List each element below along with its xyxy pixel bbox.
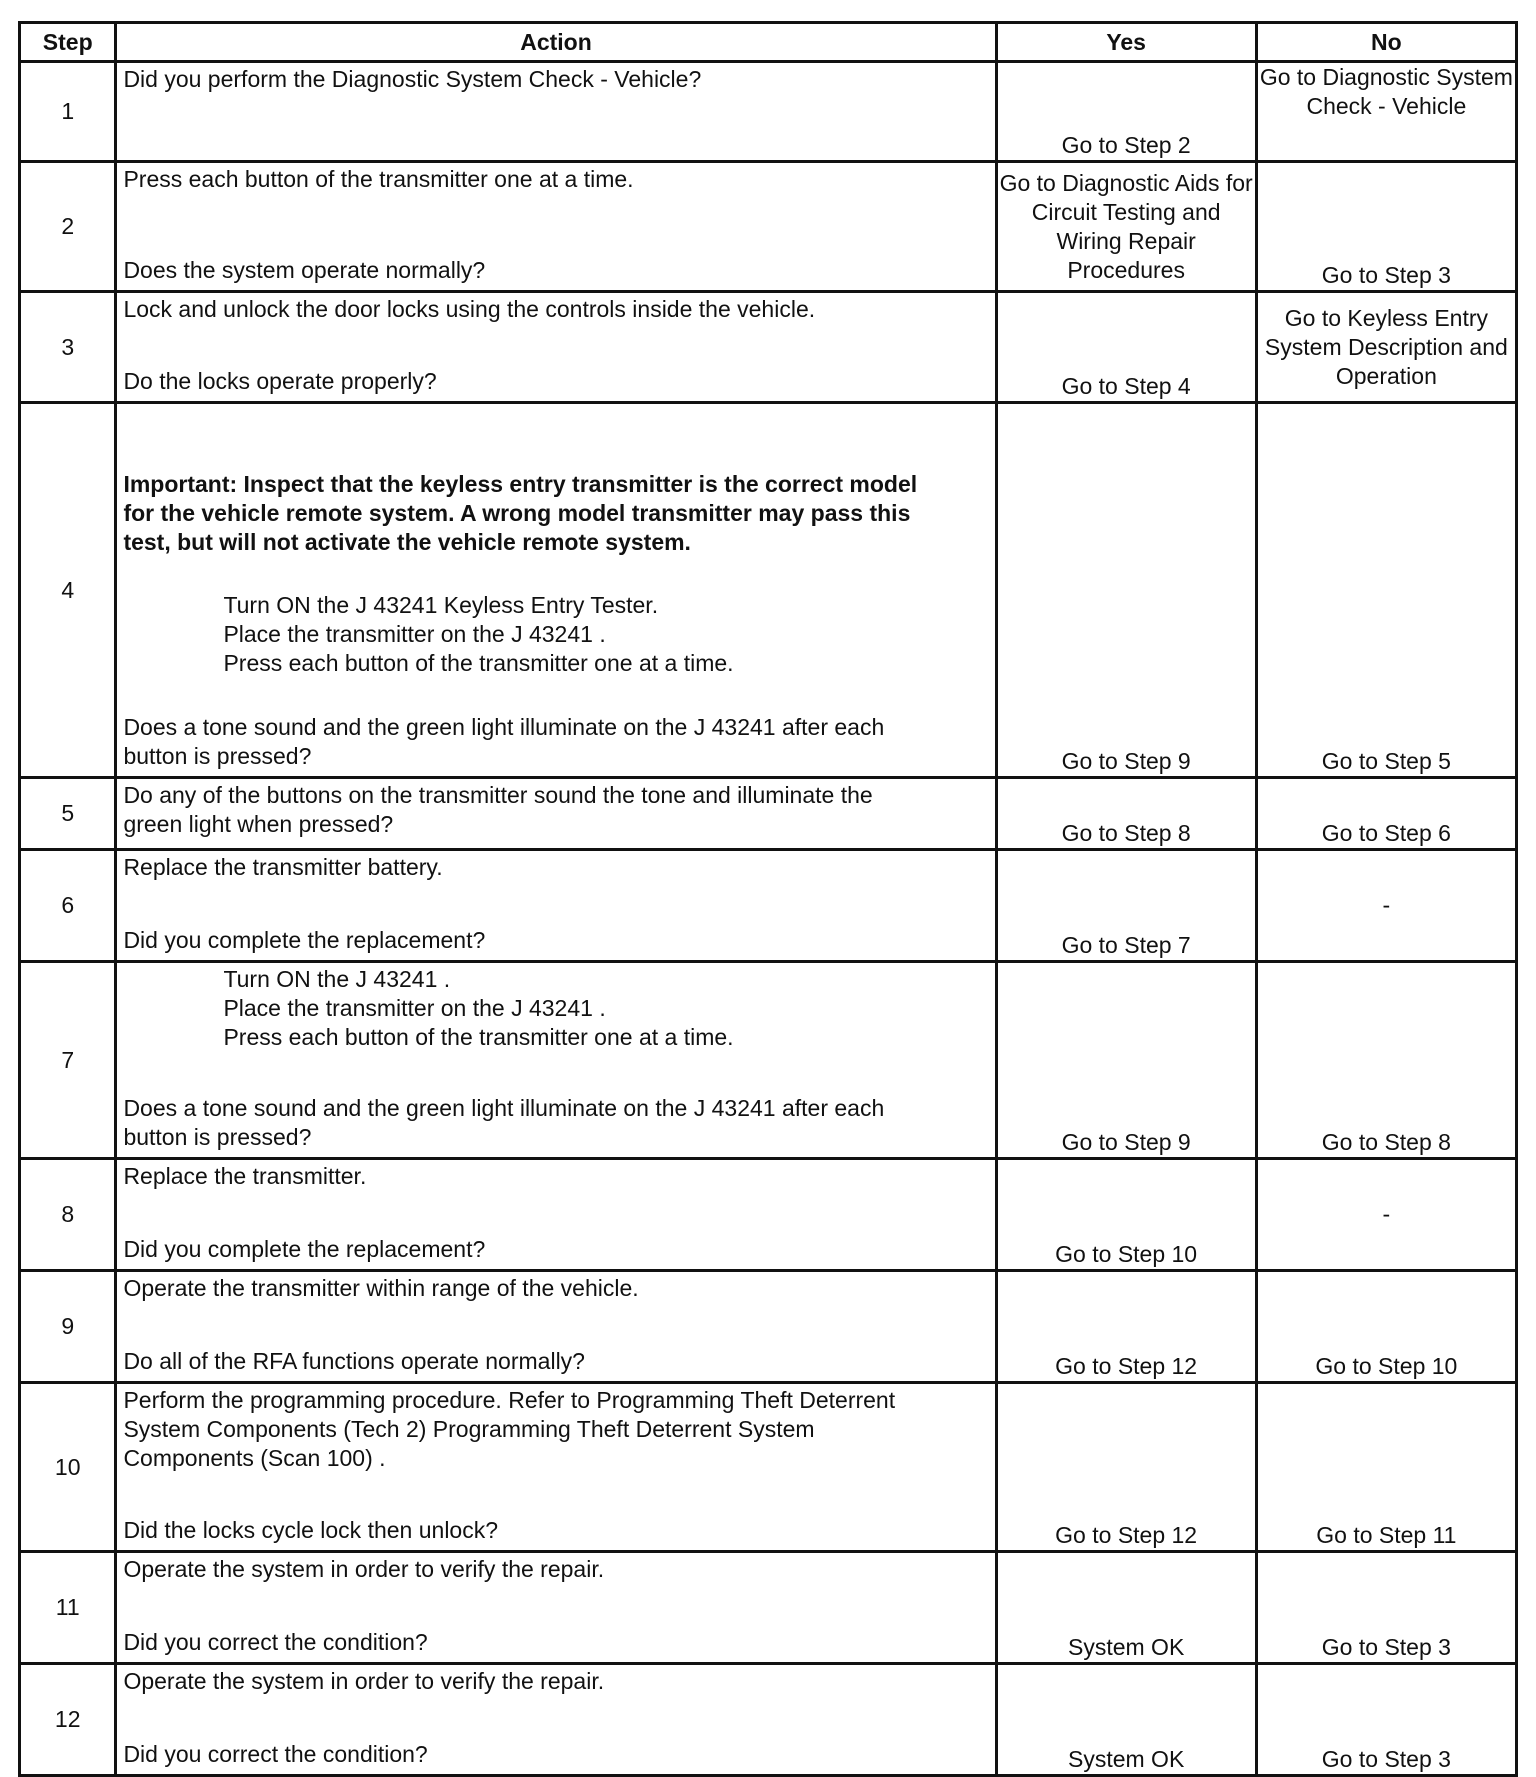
no-text: Go to Step 8 bbox=[1321, 1129, 1451, 1155]
action-line: Did you complete the replacement? bbox=[123, 927, 486, 953]
action-text-group bbox=[123, 1162, 986, 1191]
yes-result bbox=[996, 403, 1256, 778]
action-line: Did you correct the condition? bbox=[123, 1741, 428, 1767]
no-text: Go to Step 11 bbox=[1316, 1522, 1457, 1548]
no-text: Go to Step 5 bbox=[1321, 748, 1451, 774]
no-result bbox=[1256, 850, 1516, 962]
action-cell bbox=[116, 962, 996, 1159]
action-cell bbox=[116, 1552, 996, 1664]
yes-result bbox=[996, 1383, 1256, 1552]
table-row bbox=[20, 1159, 1517, 1271]
action-cell bbox=[116, 403, 996, 778]
diagnostic-table bbox=[18, 21, 1518, 1777]
step-number: 2 bbox=[20, 162, 116, 292]
no-result bbox=[1256, 1159, 1516, 1271]
action-line: Operate the transmitter within range of the vehicle. bbox=[123, 1275, 639, 1301]
no-result bbox=[1256, 1664, 1516, 1776]
action-text-group bbox=[123, 1347, 986, 1376]
yes-text: System OK bbox=[1067, 1746, 1185, 1772]
action-line: Did you perform the Diagnostic System Check - Vehicle? bbox=[123, 66, 702, 92]
action-text-group bbox=[123, 1516, 986, 1545]
yes-result bbox=[996, 1664, 1256, 1776]
action-line: green light when pressed? bbox=[123, 811, 394, 837]
action-cell bbox=[116, 1383, 996, 1552]
step-number: 6 bbox=[20, 850, 116, 962]
action-line: Place the transmitter on the J 43241 . bbox=[223, 621, 606, 648]
no-result bbox=[1256, 292, 1516, 403]
table-row bbox=[20, 850, 1517, 962]
action-line: Press each button of the transmitter one at a time. bbox=[223, 650, 734, 677]
no-result bbox=[1256, 1552, 1516, 1664]
yes-text: Go to Step 2 bbox=[1061, 132, 1191, 158]
no-text: Go to Step 3 bbox=[1321, 1634, 1451, 1660]
procedure-steps bbox=[123, 591, 986, 678]
action-cell bbox=[116, 778, 996, 850]
action-text-group bbox=[123, 1235, 986, 1264]
yes-result bbox=[996, 850, 1256, 962]
yes-result bbox=[996, 1271, 1256, 1383]
yes-result bbox=[996, 962, 1256, 1159]
table-row bbox=[20, 778, 1517, 850]
action-content bbox=[117, 1384, 994, 1547]
action-text-group bbox=[123, 713, 986, 771]
table-row bbox=[20, 403, 1517, 778]
action-text-group bbox=[123, 1628, 986, 1657]
action-cell bbox=[116, 62, 996, 162]
no-result bbox=[1256, 1383, 1516, 1552]
action-line: Did the locks cycle lock then unlock? bbox=[123, 1517, 499, 1543]
action-line: Press each button of the transmitter one at a time. bbox=[223, 1024, 734, 1050]
action-line: Do all of the RFA functions operate normally? bbox=[123, 1348, 585, 1374]
header-yes: Yes bbox=[996, 23, 1256, 62]
action-text-group bbox=[123, 256, 986, 285]
action-line: Replace the transmitter. bbox=[123, 1163, 367, 1189]
table-row bbox=[20, 1552, 1517, 1664]
yes-result bbox=[996, 62, 1256, 162]
action-line: Important: Inspect that the keyless entry transmitter is the correct model bbox=[123, 470, 918, 497]
action-cell bbox=[116, 292, 996, 403]
yes-text: Go to Step 10 bbox=[1055, 1241, 1198, 1267]
step-number: 10 bbox=[20, 1383, 116, 1552]
action-content bbox=[117, 851, 994, 957]
action-text-group bbox=[123, 295, 986, 324]
action-line: Operate the system in order to verify the repair. bbox=[123, 1556, 605, 1582]
yes-text: Go to Step 9 bbox=[1061, 748, 1191, 774]
action-cell bbox=[116, 1159, 996, 1271]
action-line: for the vehicle remote system. A wrong model transmitter may pass this bbox=[123, 499, 911, 526]
yes-text: Go to Step 9 bbox=[1061, 1129, 1191, 1155]
action-line: Turn ON the J 43241 . bbox=[223, 966, 451, 992]
action-text-group bbox=[123, 1740, 986, 1769]
no-text: Go to Keyless Entry System Description and Operation bbox=[1264, 304, 1508, 389]
action-line: System Components (Tech 2) Programming Theft Deterrent System bbox=[123, 1416, 815, 1442]
table-row bbox=[20, 1664, 1517, 1776]
action-text-group bbox=[123, 367, 986, 396]
step-number: 7 bbox=[20, 962, 116, 1159]
no-result bbox=[1256, 62, 1516, 162]
action-text-group bbox=[123, 1386, 986, 1473]
no-result bbox=[1256, 403, 1516, 778]
action-cell bbox=[116, 1664, 996, 1776]
action-line: Components (Scan 100) . bbox=[123, 1445, 386, 1471]
action-content bbox=[117, 1272, 994, 1378]
header-row bbox=[20, 23, 1517, 62]
table-row bbox=[20, 62, 1517, 162]
action-line: Operate the system in order to verify the repair. bbox=[123, 1668, 605, 1694]
action-line: Press each button of the transmitter one at a time. bbox=[123, 166, 634, 192]
action-line: Lock and unlock the door locks using the controls inside the vehicle. bbox=[123, 296, 816, 322]
yes-text: System OK bbox=[1067, 1634, 1185, 1660]
step-number: 11 bbox=[20, 1552, 116, 1664]
action-line: Perform the programming procedure. Refer to Programming Theft Deterrent bbox=[123, 1387, 896, 1413]
yes-result bbox=[996, 292, 1256, 403]
action-content bbox=[117, 1553, 994, 1659]
action-text-group bbox=[123, 926, 986, 955]
action-cell bbox=[116, 850, 996, 962]
action-cell bbox=[116, 162, 996, 292]
no-text: - bbox=[1382, 1201, 1391, 1227]
action-line: Did you complete the replacement? bbox=[123, 1236, 486, 1262]
no-result bbox=[1256, 162, 1516, 292]
step-number: 12 bbox=[20, 1664, 116, 1776]
action-text-group bbox=[123, 1274, 986, 1303]
no-text: Go to Step 3 bbox=[1321, 262, 1451, 288]
action-line: Does the system operate normally? bbox=[123, 257, 486, 283]
action-line: Turn ON the J 43241 Keyless Entry Tester. bbox=[223, 592, 659, 619]
header-no: No bbox=[1256, 23, 1516, 62]
header-step: Step bbox=[20, 23, 116, 62]
yes-text: Go to Step 7 bbox=[1061, 932, 1191, 958]
no-result bbox=[1256, 962, 1516, 1159]
action-line: Did you correct the condition? bbox=[123, 1629, 428, 1655]
yes-result bbox=[996, 162, 1256, 292]
table-row bbox=[20, 1271, 1517, 1383]
action-line: Does a tone sound and the green light illuminate on the J 43241 after each bbox=[123, 713, 885, 740]
action-text-group bbox=[123, 853, 986, 882]
action-text-group bbox=[123, 165, 986, 194]
action-line: Do any of the buttons on the transmitter sound the tone and illuminate the bbox=[123, 782, 873, 808]
action-line: button is pressed? bbox=[123, 742, 312, 769]
table-row bbox=[20, 962, 1517, 1159]
yes-text: Go to Diagnostic Aids for Circuit Testing and Wiring Repair Procedures bbox=[999, 169, 1253, 283]
action-line: Place the transmitter on the J 43241 . bbox=[223, 995, 606, 1021]
no-text: Go to Step 3 bbox=[1321, 1746, 1451, 1772]
action-content bbox=[117, 1665, 994, 1771]
action-content bbox=[117, 163, 994, 287]
action-line: Does a tone sound and the green light illuminate on the J 43241 after each bbox=[123, 1095, 885, 1121]
action-line bbox=[123, 406, 986, 435]
action-text-group bbox=[123, 1094, 986, 1152]
action-line: button is pressed? bbox=[123, 1124, 312, 1150]
action-text-group bbox=[123, 1555, 986, 1584]
step-number: 4 bbox=[20, 403, 116, 778]
action-text-group bbox=[123, 65, 986, 94]
action-content bbox=[117, 963, 994, 1154]
action-content bbox=[117, 779, 994, 845]
no-text: - bbox=[1382, 892, 1391, 918]
yes-result bbox=[996, 778, 1256, 850]
action-cell bbox=[116, 1271, 996, 1383]
table-body bbox=[20, 62, 1517, 1776]
step-number: 3 bbox=[20, 292, 116, 403]
yes-text: Go to Step 8 bbox=[1061, 820, 1191, 846]
action-content bbox=[117, 404, 994, 773]
action-line: test, but will not activate the vehicle remote system. bbox=[123, 528, 691, 555]
step-number: 9 bbox=[20, 1271, 116, 1383]
action-content bbox=[117, 1160, 994, 1266]
action-line: Replace the transmitter battery. bbox=[123, 854, 443, 880]
procedure-steps bbox=[123, 965, 986, 1052]
action-text-group bbox=[123, 406, 986, 435]
header-action: Action bbox=[116, 23, 996, 62]
action-text-group bbox=[123, 781, 986, 839]
no-text: Go to Step 6 bbox=[1321, 820, 1451, 846]
yes-text: Go to Step 12 bbox=[1055, 1522, 1198, 1548]
no-text: Go to Step 10 bbox=[1315, 1353, 1458, 1379]
no-result bbox=[1256, 1271, 1516, 1383]
step-number: 5 bbox=[20, 778, 116, 850]
step-number: 1 bbox=[20, 62, 116, 162]
action-content bbox=[117, 293, 994, 398]
yes-text: Go to Step 4 bbox=[1061, 373, 1191, 399]
yes-result bbox=[996, 1552, 1256, 1664]
action-line: Do the locks operate properly? bbox=[123, 368, 437, 394]
yes-result bbox=[996, 1159, 1256, 1271]
no-text: Go to Diagnostic System Check - Vehicle bbox=[1259, 64, 1513, 119]
action-content bbox=[117, 63, 994, 157]
table-row bbox=[20, 292, 1517, 403]
important-note bbox=[123, 470, 986, 557]
table-row bbox=[20, 1383, 1517, 1552]
table-row bbox=[20, 162, 1517, 292]
action-text-group bbox=[123, 1667, 986, 1696]
yes-text: Go to Step 12 bbox=[1055, 1353, 1198, 1379]
step-number: 8 bbox=[20, 1159, 116, 1271]
no-result bbox=[1256, 778, 1516, 850]
